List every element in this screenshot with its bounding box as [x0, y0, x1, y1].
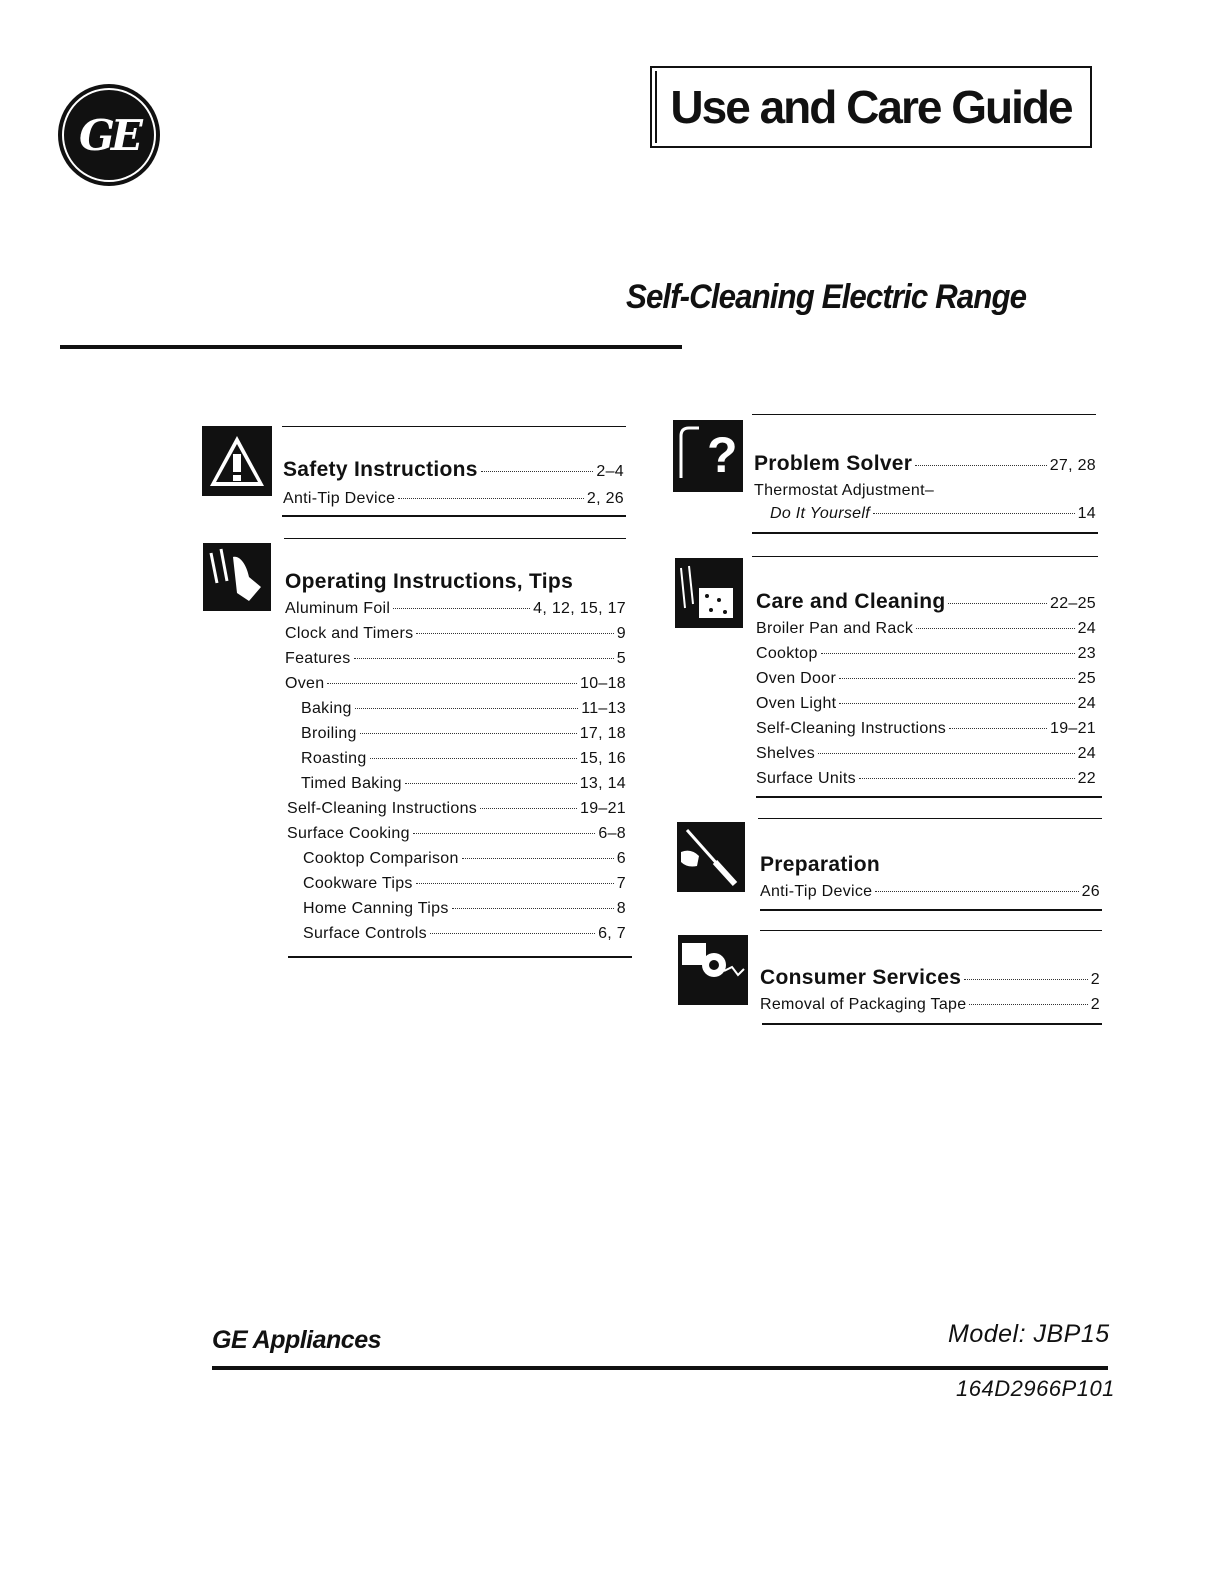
leader-dots [859, 778, 1075, 779]
page-ref: 24 [1077, 695, 1096, 712]
sponge-icon [675, 558, 743, 628]
toc-item [756, 645, 1096, 663]
toc-item [301, 700, 626, 718]
svg-text:?: ? [707, 427, 738, 483]
page-ref: 6–8 [598, 825, 626, 842]
leader-dots [393, 608, 530, 609]
part-number: 164D2966P101 [956, 1376, 1115, 1401]
leader-dots [480, 808, 577, 809]
toc-item [285, 675, 626, 693]
toc-label: Timed Baking [301, 775, 402, 792]
leader-dots [916, 628, 1074, 629]
page-ref: 14 [1077, 505, 1096, 522]
section-title: Operating Instructions, Tips [285, 570, 574, 593]
toc-label: Surface Units [756, 770, 856, 787]
divider [756, 796, 1102, 798]
page-ref: 11–13 [581, 700, 626, 717]
toc-item [283, 490, 624, 508]
page-ref: 4, 12, 15, 17 [533, 600, 626, 617]
page-ref: 24 [1077, 745, 1096, 762]
toc-label: Self-Cleaning Instructions [287, 800, 478, 817]
toc-label: Aluminum Foil [285, 600, 391, 617]
divider [762, 1023, 1102, 1025]
page-ref: 13, 14 [579, 775, 626, 792]
toc-label: Clock and Timers [285, 625, 414, 642]
toc-item [756, 770, 1096, 788]
section-problem-title-row [754, 452, 1096, 476]
page-ref: 23 [1077, 645, 1096, 662]
toc-label: Baking [301, 700, 352, 717]
leader-dots [873, 513, 1075, 514]
page-ref: 15, 16 [579, 750, 626, 767]
toc-label: Features [285, 650, 351, 667]
section-title: Consumer Services [760, 966, 962, 989]
page-ref: 25 [1077, 670, 1096, 687]
toc-label: Surface Controls [303, 925, 427, 942]
leader-dots [413, 833, 596, 834]
page-ref: 2–4 [596, 463, 624, 480]
toc-item [301, 775, 626, 793]
toc-item [756, 720, 1096, 738]
toc-label: Oven Door [756, 670, 837, 687]
section-title: Safety Instructions [283, 458, 478, 481]
page-ref: 8 [616, 900, 626, 917]
leader-dots [452, 908, 614, 909]
toc-label: Roasting [301, 750, 367, 767]
divider [282, 426, 626, 427]
leader-dots [398, 498, 584, 499]
toc-label: Removal of Packaging Tape [760, 996, 967, 1013]
leader-dots [839, 703, 1074, 704]
toc-label: Anti-Tip Device [760, 883, 873, 900]
leader-dots [839, 678, 1075, 679]
toc-item [301, 750, 626, 768]
toc-item [756, 695, 1096, 713]
divider [752, 414, 1096, 415]
model-number: Model: JBP15 [948, 1320, 1110, 1348]
divider [752, 556, 1098, 557]
toc-item [756, 745, 1096, 763]
toc-item [303, 875, 626, 893]
section-consumer-title-row [760, 966, 1100, 990]
page-title: Use and Care Guide [650, 66, 1092, 148]
toc-item [285, 600, 626, 618]
header-divider [60, 345, 682, 349]
toc-label: Shelves [756, 745, 816, 762]
toc-item [754, 482, 1096, 500]
toc-label: Broiler Pan and Rack [756, 620, 914, 637]
leader-dots [481, 471, 594, 472]
leader-dots [355, 708, 578, 709]
leader-dots [354, 658, 614, 659]
page-ref: 22 [1077, 770, 1096, 787]
leader-dots [327, 683, 577, 684]
divider [288, 956, 632, 958]
section-title: Preparation [760, 853, 880, 876]
toc-item [303, 900, 626, 918]
toc-item [770, 505, 1096, 523]
section-title: Care and Cleaning [756, 590, 946, 613]
page-ref: 17, 18 [579, 725, 626, 742]
leader-dots [405, 783, 577, 784]
toc-item [287, 825, 626, 843]
leader-dots [964, 979, 1088, 980]
leader-dots [969, 1004, 1087, 1005]
page-ref: 19–21 [580, 800, 626, 817]
leader-dots [462, 858, 614, 859]
toc-label: Oven [285, 675, 325, 692]
leader-dots [915, 465, 1046, 466]
divider [758, 818, 1102, 819]
brand-name: GE Appliances [212, 1326, 382, 1354]
toc-label: Cookware Tips [303, 875, 413, 892]
page-ref: 6 [616, 850, 626, 867]
page-ref: 9 [616, 625, 626, 642]
page-ref: 2 [1090, 996, 1100, 1013]
page-ref: 2, 26 [586, 490, 624, 507]
page-ref: 27, 28 [1049, 457, 1096, 474]
toc-label: Cooktop [756, 645, 818, 662]
page-ref: 7 [616, 875, 626, 892]
hand-icon [203, 543, 271, 611]
toc-item [287, 800, 626, 818]
toc-item [756, 620, 1096, 638]
leader-dots [370, 758, 577, 759]
divider [760, 930, 1102, 931]
page-ref: 10–18 [580, 675, 626, 692]
question-icon [673, 420, 743, 492]
footer-divider [212, 1366, 1108, 1370]
page-ref: 22–25 [1050, 595, 1096, 612]
toc-item [303, 850, 626, 868]
section-title: Problem Solver [754, 452, 913, 475]
leader-dots [416, 633, 613, 634]
leader-dots [821, 653, 1075, 654]
section-care-title-row [756, 590, 1096, 614]
toc-item [285, 650, 626, 668]
page-ref: 24 [1077, 620, 1096, 637]
warning-icon [202, 426, 272, 496]
leader-dots [949, 728, 1047, 729]
toc-label: Cooktop Comparison [303, 850, 459, 867]
toc-item [285, 625, 626, 643]
toc-item [303, 925, 626, 943]
divider [284, 538, 626, 539]
leader-dots [948, 603, 1047, 604]
toc-item [760, 883, 1100, 901]
leader-dots [360, 733, 577, 734]
tape-icon [678, 935, 748, 1005]
section-safety-title-row [283, 458, 624, 482]
toc-item [760, 996, 1100, 1014]
leader-dots [875, 891, 1078, 892]
page-ref: 26 [1081, 883, 1100, 900]
page-ref: 5 [616, 650, 626, 667]
toc-label: Do It Yourself [770, 505, 870, 522]
section-operating-title-row [285, 570, 626, 594]
toc-item [301, 725, 626, 743]
screwdriver-icon [677, 822, 745, 892]
toc-label: Self-Cleaning Instructions [756, 720, 947, 737]
ge-logo [58, 84, 160, 186]
page-ref: 2 [1090, 971, 1100, 988]
toc-label: Surface Cooking [287, 825, 410, 842]
leader-dots [818, 753, 1075, 754]
toc-item [756, 670, 1096, 688]
toc-label: Broiling [301, 725, 357, 742]
divider [760, 909, 1102, 911]
page-ref: 6, 7 [598, 925, 626, 942]
divider [752, 532, 1098, 534]
toc-label: Oven Light [756, 695, 837, 712]
page-ref: 19–21 [1050, 720, 1096, 737]
ge-logo-monogram: GE [62, 88, 156, 182]
toc-label: Thermostat Adjustment– [754, 482, 935, 499]
leader-dots [430, 933, 595, 934]
divider [282, 515, 626, 517]
section-preparation-title-row [760, 853, 1100, 877]
toc-label: Home Canning Tips [303, 900, 449, 917]
toc-label: Anti-Tip Device [283, 490, 396, 507]
leader-dots [416, 883, 614, 884]
product-subtitle: Self-Cleaning Electric Range [626, 278, 1027, 316]
